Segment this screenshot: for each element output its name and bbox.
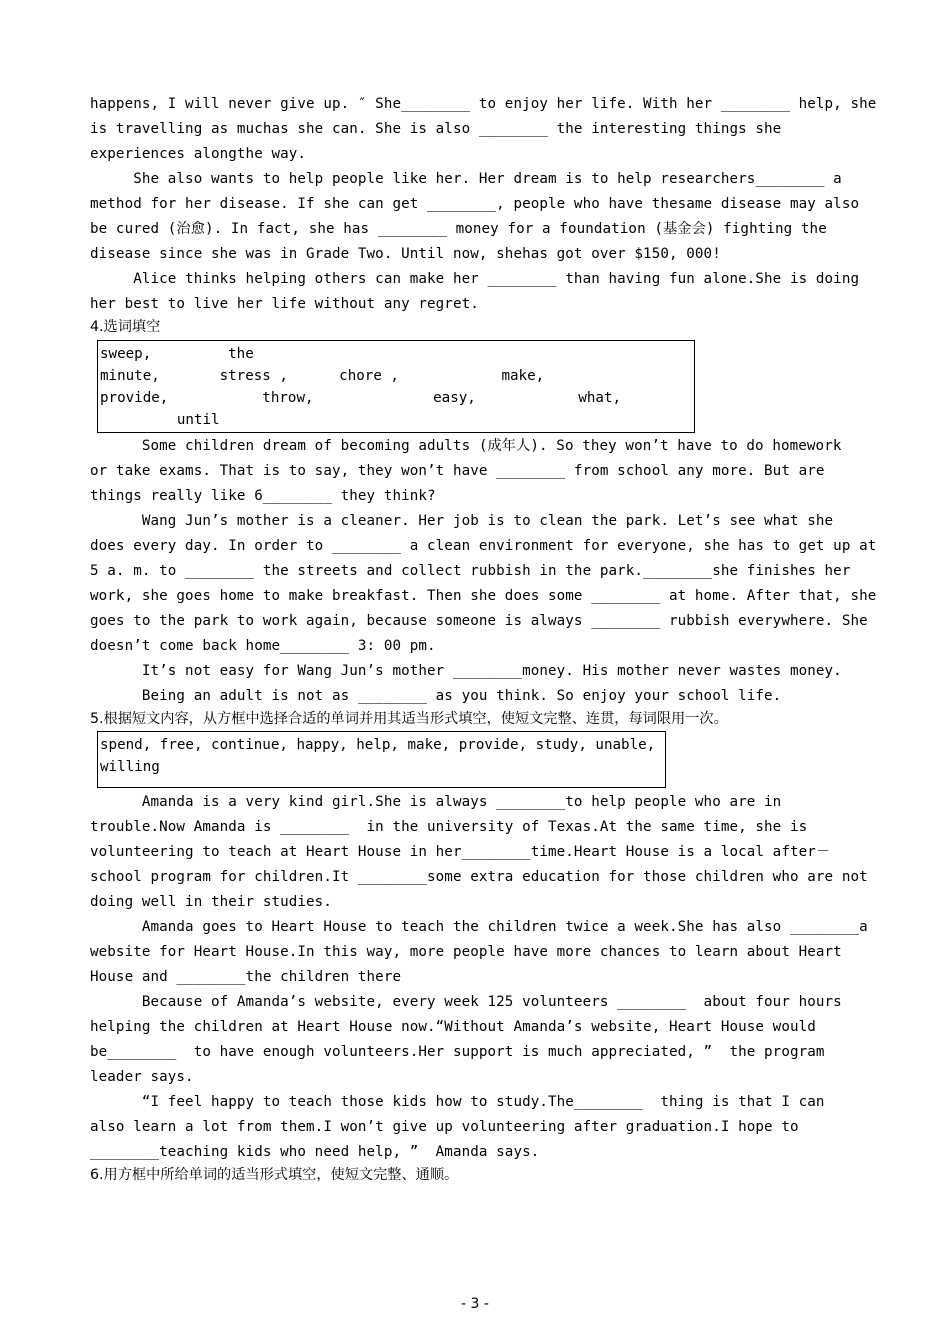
text-line: Being an adult is not as ________ as you think. So enjoy your school life.: [90, 688, 782, 704]
text-line: also learn a lot from them.I won’t give up volunteering after graduation.I hope to: [90, 1119, 799, 1135]
text-line: things really like 6________ they think?: [90, 488, 436, 504]
word-box-line: willing: [100, 759, 160, 775]
text-line: helping the children at Heart House now.“Without Amanda’s website, Heart House would: [90, 1019, 816, 1035]
text-line: House and ________the children there: [90, 969, 402, 985]
text-line: school program for children.It ________some extra education for those children who are not: [90, 869, 868, 885]
text-line: experiences alongthe way.: [90, 146, 307, 162]
text-line: is travelling as muchas she can. She is also ________ the interesting things she: [90, 121, 782, 137]
text-line: Alice thinks helping others can make her ________ than having fun alone.She is doing: [90, 271, 860, 287]
section-6-heading: 6.用方框中所给单词的适当形式填空，使短文完整、通顺。: [90, 1167, 459, 1183]
text-line: does every day. In order to ________ a clean environment for everyone, she has to get up at: [90, 538, 877, 554]
text-line: Amanda is a very kind girl.She is always ________to help people who are in: [90, 794, 782, 810]
text-line: trouble.Now Amanda is ________ in the university of Texas.At the same time, she is: [90, 819, 808, 835]
text-line: or take exams. That is to say, they won’t have ________ from school any more. But are: [90, 463, 825, 479]
text-line: doesn’t come back home________ 3: 00 pm.: [90, 638, 436, 654]
word-box-line: spend, free, continue, happy, help, make, provide, study, unable,: [100, 737, 656, 753]
section-4-heading: 4.选词填空: [90, 319, 161, 335]
text-line: Because of Amanda’s website, every week 125 volunteers ________ about four hours: [90, 994, 842, 1010]
text-line: leader says.: [90, 1069, 194, 1085]
text-line: website for Heart House.In this way, more people have more chances to learn about Heart: [90, 944, 842, 960]
text-line: be cured (治愈). In fact, she has ________ money for a foundation (基金会) fighting the: [90, 221, 827, 237]
text-line: doing well in their studies.: [90, 894, 332, 910]
text-line: Amanda goes to Heart House to teach the children twice a week.She has also ________a: [90, 919, 868, 935]
text-line: method for her disease. If she can get ________, people who have thesame disease may also: [90, 196, 860, 212]
page-number: - 3 -: [461, 1296, 489, 1312]
text-line: 5 a. m. to ________ the streets and collect rubbish in the park.________she finishes her: [90, 563, 851, 579]
text-line: She also wants to help people like her. Her dream is to help researchers________ a: [90, 171, 842, 187]
text-line: goes to the park to work again, because someone is always ________ rubbish everywhere. She: [90, 613, 868, 629]
section-5-heading: 5.根据短文内容，从方框中选择合适的单词并用其适当形式填空，使短文完整、连贯，每词限用一次。: [90, 711, 728, 727]
text-line: happens, I will never give up. ″ She________ to enjoy her life. With her ________ help, she: [90, 96, 877, 112]
word-box-4: [97, 340, 695, 433]
word-box-line: until: [100, 412, 220, 428]
word-box-5: [97, 731, 666, 788]
text-line: ________teaching kids who need help, ” Amanda says.: [90, 1144, 540, 1160]
text-line: work, she goes home to make breakfast. Then she does some ________ at home. After that, she: [90, 588, 877, 604]
word-box-line: sweep, the: [100, 346, 254, 362]
text-line: “I feel happy to teach those kids how to study.The________ thing is that I can: [90, 1094, 825, 1110]
text-line: Some children dream of becoming adults (成年人). So they won’t have to do homework: [90, 438, 842, 454]
word-box-line: provide, throw, easy, what,: [100, 390, 622, 406]
text-line: disease since she was in Grade Two. Until now, shehas got over $150, 000!: [90, 246, 721, 262]
text-line: her best to live her life without any regret.: [90, 296, 479, 312]
text-line: be________ to have enough volunteers.Her support is much appreciated, ” the program: [90, 1044, 825, 1060]
text-line: Wang Jun’s mother is a cleaner. Her job is to clean the park. Let’s see what she: [90, 513, 834, 529]
text-line: volunteering to teach at Heart House in her________time.Heart House is a local after－: [90, 844, 831, 860]
word-box-line: minute, stress , chore , make,: [100, 368, 545, 384]
text-line: It’s not easy for Wang Jun’s mother ________money. His mother never wastes money.: [90, 663, 842, 679]
